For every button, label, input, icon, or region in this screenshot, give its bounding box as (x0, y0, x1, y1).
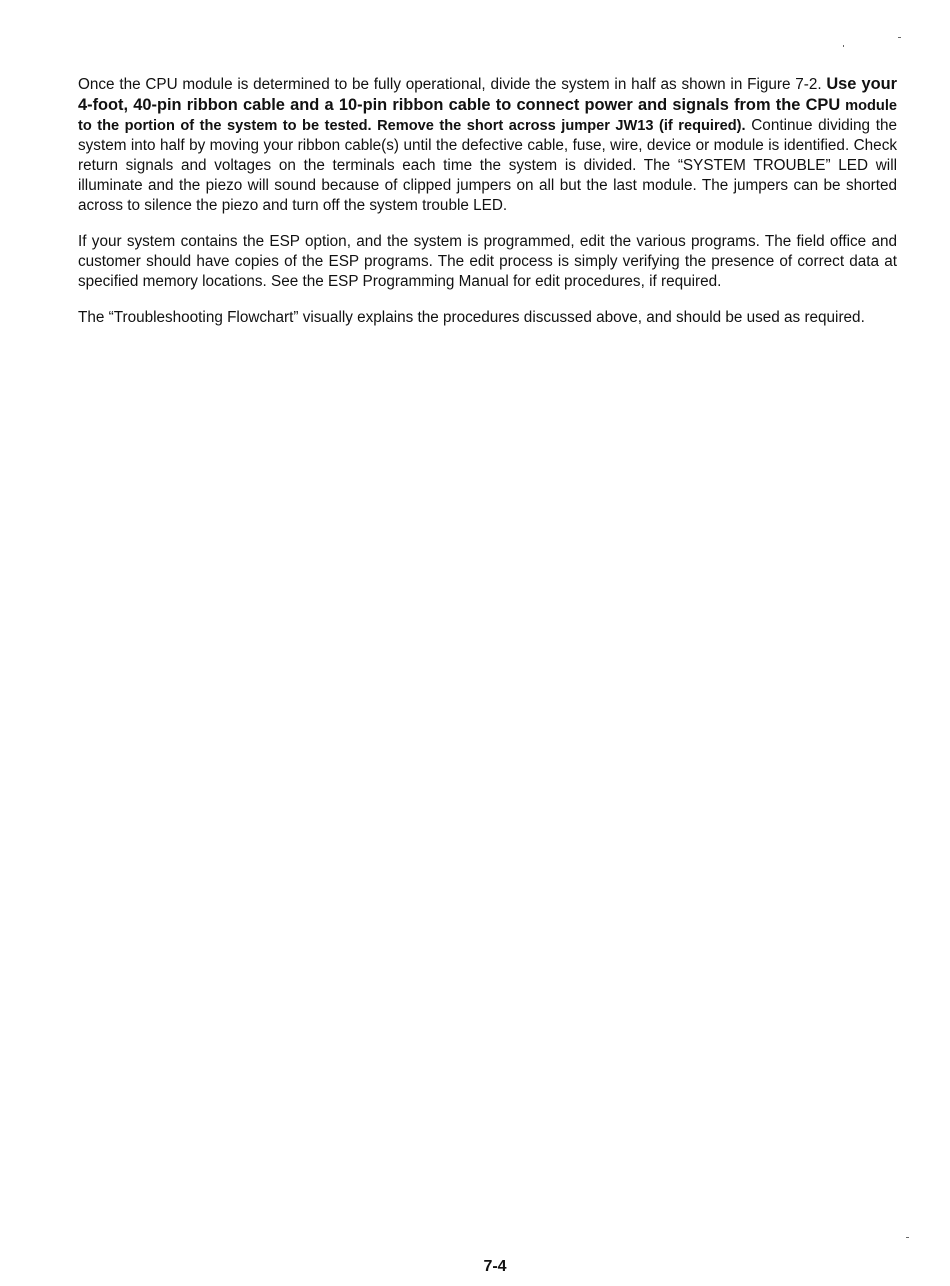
body-text (78, 74, 897, 344)
scan-speck (906, 1237, 909, 1238)
paragraph-flowchart: The “Troubleshooting Flowchart” visually explains the procedures discussed above, and should be used as required. (78, 309, 865, 326)
bold-instruction-cable: Use your 4-foot, 40-pin ribbon cable and a 10-pin ribbon cable to connect power and signals from the CPU (78, 75, 897, 114)
paragraph-esp-option: If your system contains the ESP option, and the system is programmed, edit the various programs. The field office and customer should have copies of the ESP programs. The edit process is simply verifying the presence of correct data at specified memory locations. See the ESP Programming Manual for edit procedures, if required. (78, 233, 897, 290)
bold-instruction-jumper: module to the portion of the system to be tested. Remove the short across jumper JW13 (if required). (78, 98, 898, 134)
paragraph-procedure (78, 74, 897, 216)
scan-speck (843, 45, 844, 47)
page-number: 7-4 (483, 1258, 507, 1275)
paragraph-intro: Once the CPU module is determined to be fully operational, divide the system in half as shown in Figure 7-2. (78, 76, 827, 93)
paragraph-continuation: Continue dividing the system into half by moving your ribbon cable(s) until the defective cable, fuse, wire, device or module is identified. Check return signals and voltages on the terminals each time the system is divided. The “SYSTEM TROUBLE” LED will illuminate and the piezo will sound because of clipped jumpers on all but the last module. The jumpers can be shorted across to silence the piezo and turn off the system trouble LED. (78, 117, 897, 214)
scan-speck (898, 37, 901, 38)
